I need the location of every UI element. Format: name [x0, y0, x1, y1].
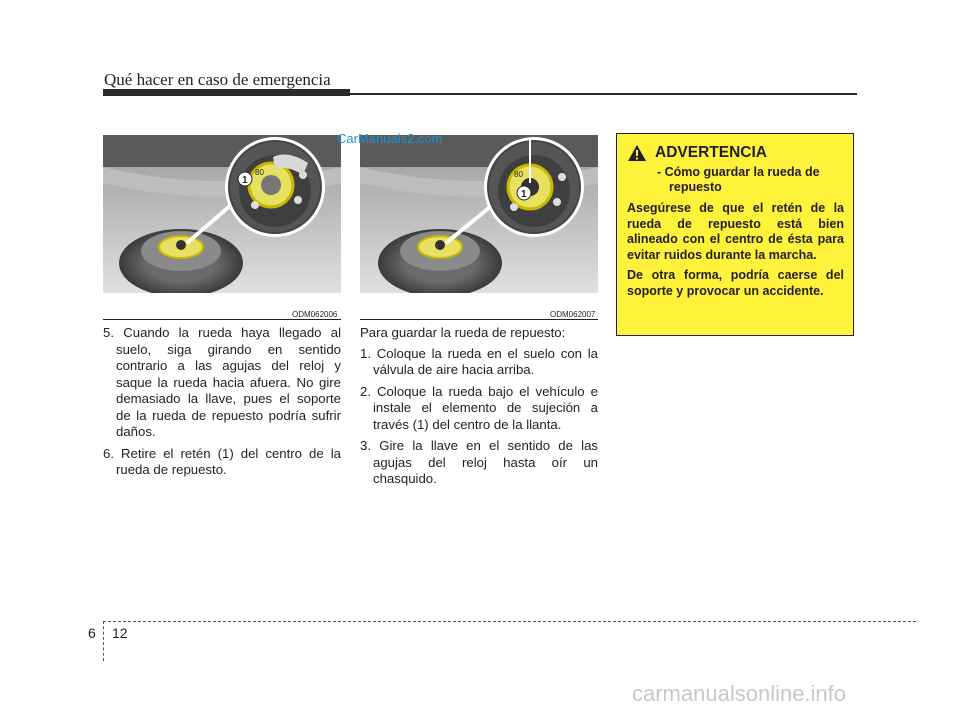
spare-tire-illustration-1 [103, 135, 341, 293]
footer-rule [103, 621, 916, 622]
warning-paragraph-1: Asegúrese de que el retén de la rueda de repuesto está bien alineado con el centro de ésta para evitar ruidos durante la marcha. [627, 201, 844, 262]
figure-ring-label-1: 80 [255, 168, 264, 177]
warning-triangle-icon [627, 144, 647, 162]
warning-subtitle: - Cómo guardar la rueda de repuesto [657, 165, 820, 194]
footer-vertical-rule [103, 621, 104, 661]
figure-rule-1 [103, 319, 341, 320]
page-header-title: Qué hacer en caso de emergencia [104, 70, 331, 89]
watermark-top[interactable]: CarManuals2.com [337, 131, 443, 146]
text-column-left [103, 325, 341, 484]
figure-callout-2: 1 [521, 189, 527, 200]
watermark-bottom[interactable]: carmanualsonline.info [632, 681, 847, 706]
figure-callout-1: 1 [242, 175, 248, 186]
storage-step-1: 1. Coloque la rueda en el suelo con la válvula de aire hacia arriba. [360, 345, 598, 377]
figure-code-1: ODM062006 [292, 310, 338, 319]
figure-code-2: ODM062007 [550, 310, 596, 319]
storage-step-3: 3. Gire la llave en el sentido de las agujas del reloj hasta oír un chasquido. [360, 438, 598, 486]
page-number: 12 [112, 625, 128, 641]
storage-intro: Para guardar la rueda de repuesto: [360, 325, 566, 340]
figure-rule-2 [360, 319, 598, 320]
warning-box [616, 133, 854, 336]
storage-step-2: 2. Coloque la rueda bajo el vehículo e instale el elemento de sujeción a través (1) del centro de la llanta. [360, 383, 598, 432]
header-rule-thick [103, 89, 350, 96]
warning-paragraph-2: De otra forma, podría caerse del soporte y provocar un accidente. [627, 268, 844, 298]
warning-title: ADVERTENCIA [655, 144, 767, 161]
header-rule-thin [350, 93, 857, 95]
page-chapter: 6 [88, 625, 96, 641]
warning-header [627, 144, 844, 162]
spare-tire-illustration-2 [360, 135, 598, 293]
text-column-middle [360, 325, 598, 493]
step-5: 5. Cuando la rueda haya llegado al suelo, siga girando en sentido contrario a las agujas del reloj y saque la rueda hacia afuera. No gire demasiado la llave, pues el soporte de la rueda de repuesto podría sufrir daños. [103, 325, 341, 439]
figure-spare-tire-removal [103, 135, 341, 293]
step-6: 6. Retire el retén (1) del centro de la rueda de repuesto. [103, 445, 341, 477]
figure-ring-label-2: 80 [514, 170, 523, 179]
figure-spare-tire-storage [360, 135, 598, 293]
